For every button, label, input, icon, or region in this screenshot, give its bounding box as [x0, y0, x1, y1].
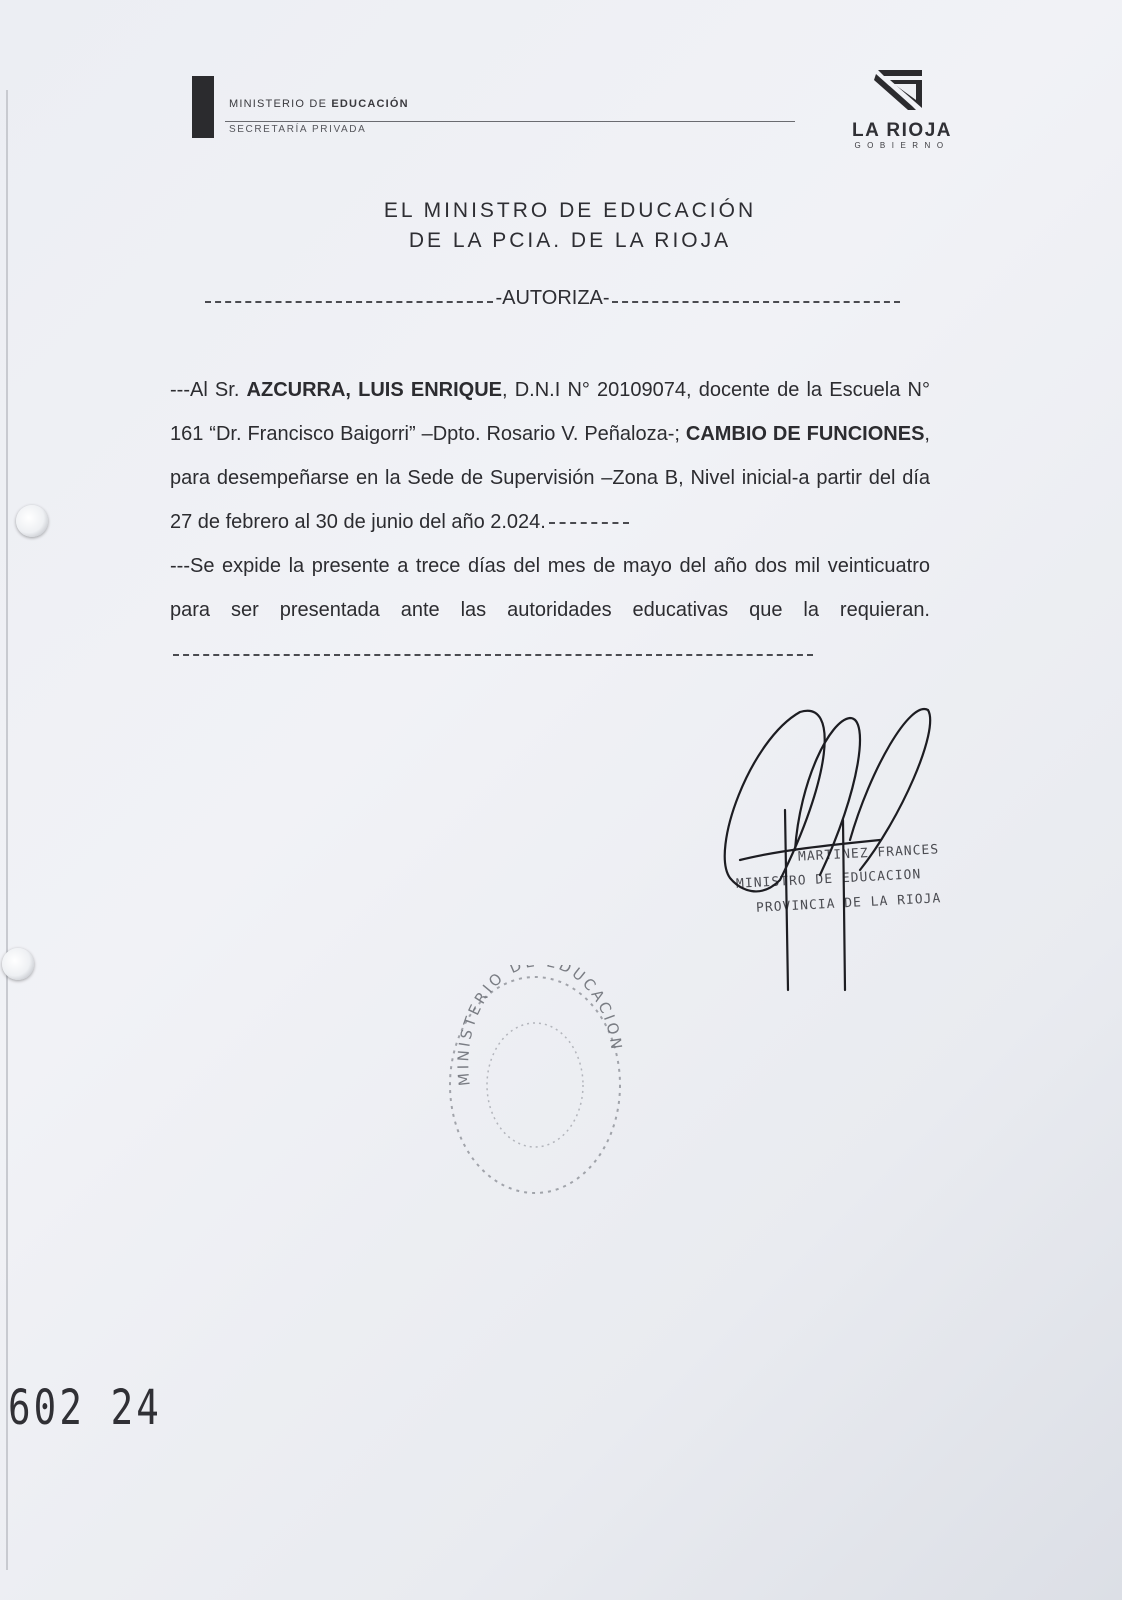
document-body [170, 368, 930, 676]
document-title-line1: EL MINISTRO DE EDUCACIÓN [383, 199, 757, 222]
signature-stamp-name: MARTINEZ FRANCES [797, 842, 940, 865]
signature-stamp-province: PROVINCIA DE LA RIOJA [755, 891, 942, 916]
signature-block [700, 700, 980, 1020]
signature-stamp-title: MINISTRO DE EDUCACION [735, 867, 922, 892]
autoriza-word: -AUTORIZA- [495, 287, 610, 309]
letterhead-rule [225, 121, 795, 122]
svg-text:MINISTERIO DE EDUCACION: MINISTERIO D DUCACION [454, 965, 626, 1087]
paper-edge [6, 90, 8, 1570]
dash-fill [549, 522, 629, 524]
punch-hole [2, 948, 34, 980]
letterhead-secretaria: SECRETARÍA PRIVADA [229, 124, 367, 135]
dash-fill [173, 654, 813, 656]
paragraph-issuance: ---Se expide la presente a trece días del mes de mayo del año dos mil veinticuatro para ser presentada ante las autoridades educativas que la requieran. [170, 544, 930, 676]
cambio-de-funciones: CAMBIO DE FUNCIONES [685, 423, 925, 445]
person-name: AZCURRA, LUIS ENRIQUE [246, 379, 502, 401]
handwritten-signature [700, 700, 980, 1020]
letterhead-bar [192, 76, 214, 138]
seal-emboss-icon [440, 965, 630, 1205]
document-title-line2: DE LA PCIA. DE LA RIOJA [408, 229, 732, 252]
logo-name: LA RIOJA [852, 120, 952, 141]
dash-rule [612, 301, 900, 303]
letterhead-ministry: MINISTERIO DE EDUCACIÓN [229, 98, 409, 110]
dash-rule [205, 301, 493, 303]
logo-subtitle: GOBIERNO [854, 141, 950, 150]
paragraph-authorization: ---Al Sr. AZCURRA, LUIS ENRIQUE, D.N.I N° 20109074, docente de la Escuela N° 161 “Dr. Francisco Baigorri” –Dpto. Rosario V. Peñaloza-; CAMBIO DE FUNCIONES, para desempeñarse en la Sede de Supervisión –Zona B, Nivel inicial-a partir del día 27 de febrero al 30 de junio del año 2.024. [170, 379, 930, 533]
file-number: 602 24 [8, 1380, 162, 1436]
ministry-seal [440, 965, 630, 1205]
la-rioja-logo [832, 68, 972, 158]
autoriza-heading [205, 287, 900, 310]
punch-hole [16, 505, 48, 537]
la-rioja-emblem-icon [872, 68, 928, 112]
